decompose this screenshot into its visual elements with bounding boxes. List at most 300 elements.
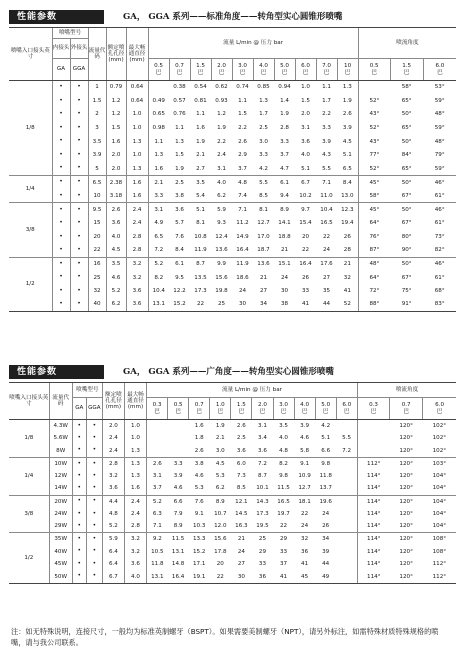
flow-value xyxy=(336,457,357,470)
flow-value: 14.1 xyxy=(278,220,291,227)
flow-value: 7.2 xyxy=(258,460,267,467)
ga-mark: • xyxy=(72,432,86,445)
header-model-group: 喷嘴型号 xyxy=(72,383,102,398)
table-row xyxy=(9,284,456,298)
flow-value: 6.1 xyxy=(280,179,289,186)
section-wide-angle xyxy=(9,365,456,584)
orifice-diameter: 2.4 xyxy=(102,445,124,458)
spray-angle: 114° xyxy=(357,545,389,558)
flow-value: 1.7 xyxy=(259,111,268,118)
passage-diameter: 1.0 xyxy=(124,432,146,445)
flow-value: 16.4 xyxy=(168,571,189,584)
flow-value: 2.1 xyxy=(148,176,169,190)
gga-mark: • xyxy=(70,121,88,135)
flow-code: 20 xyxy=(88,230,106,244)
flow-value: 10.9 xyxy=(298,473,311,480)
header-inlet: 喷嘴入口接头英寸 xyxy=(9,28,52,81)
flow-value: 4.8 xyxy=(238,179,247,186)
header-angle-pressure: 0.5 巴 xyxy=(358,59,390,81)
orifice-diameter: 2.0 xyxy=(106,148,126,162)
gga-mark: • xyxy=(70,135,88,149)
flow-code: 22 xyxy=(88,244,106,258)
spec-table-wide xyxy=(9,382,456,584)
spray-angle: 68° xyxy=(434,288,445,295)
flow-value: 2.6 xyxy=(147,457,168,470)
flow-value: 18.6 xyxy=(236,274,249,281)
table-row xyxy=(9,298,456,312)
spray-angle: 65° xyxy=(390,162,423,176)
flow-value: 16.3 xyxy=(231,520,252,533)
passage-diameter: 1.3 xyxy=(126,162,148,176)
flow-value xyxy=(147,445,168,458)
flow-value: 7.4 xyxy=(232,189,253,203)
flow-value: 15.2 xyxy=(192,548,206,555)
flow-value: 7.2 xyxy=(336,445,357,458)
flow-value: 7.3 xyxy=(236,473,246,480)
flow-value: 11.0 xyxy=(316,189,337,203)
header-angle-pressure: 1.5 巴 xyxy=(390,59,423,81)
flow-value: 7.2 xyxy=(148,244,169,258)
flow-value: 19.6 xyxy=(319,498,332,505)
spray-angle: 114° xyxy=(357,533,389,546)
spray-angle: 114° xyxy=(357,495,389,508)
flow-value xyxy=(336,520,357,533)
table-row xyxy=(9,121,456,135)
flow-value: 8.9 xyxy=(280,206,289,213)
flow-value: 49 xyxy=(315,571,336,584)
flow-value: 5.4 xyxy=(190,189,211,203)
spray-angle: 73° xyxy=(434,233,445,240)
flow-value: 17.0 xyxy=(257,233,270,240)
table-row xyxy=(9,545,456,558)
passage-diameter: 1.3 xyxy=(124,457,146,470)
flow-value: 12.4 xyxy=(215,233,228,240)
spray-angle: 120° xyxy=(399,548,413,555)
spray-angle: 112° xyxy=(357,457,389,470)
flow-value: 8.1 xyxy=(259,206,268,213)
flow-value: 5.5 xyxy=(259,179,268,186)
flow-value: 6.7 xyxy=(301,179,310,186)
flow-value: 6.5 xyxy=(337,162,358,176)
flow-value: 15.4 xyxy=(299,220,312,227)
flow-value: 1.9 xyxy=(169,162,190,176)
flow-value: 5.7 xyxy=(175,220,184,227)
spray-angle: 59° xyxy=(423,162,456,176)
flow-value xyxy=(148,81,169,95)
flow-code: 1.5 xyxy=(88,94,106,108)
flow-value: 9.4 xyxy=(274,189,295,203)
orifice-diameter: 2.8 xyxy=(102,457,124,470)
spray-angle: 82° xyxy=(423,244,456,258)
header-gga-top: 外接头 xyxy=(70,39,88,59)
flow-value: 5.2 xyxy=(147,495,168,508)
flow-value: 10.8 xyxy=(194,233,207,240)
spray-angle: 52° xyxy=(358,94,390,108)
gga-mark: • xyxy=(70,176,88,190)
flow-value: 11.5 xyxy=(273,482,294,495)
flow-value: 2.2 xyxy=(322,111,331,118)
flow-value xyxy=(336,470,357,483)
flow-value: 34 xyxy=(253,298,274,312)
header-passage: 最大畅通直径(mm) xyxy=(124,383,146,420)
orifice-diameter: 1.2 xyxy=(106,94,126,108)
flow-value: 7.1 xyxy=(147,520,168,533)
spray-angle: 120° xyxy=(390,520,423,533)
spray-angle: 46° xyxy=(434,206,445,213)
spray-angle: 120° xyxy=(399,498,413,505)
orifice-diameter: 6.4 xyxy=(102,545,124,558)
flow-value: 3.3 xyxy=(322,125,331,131)
gga-mark: • xyxy=(86,445,102,458)
spray-angle: 65° xyxy=(401,97,412,104)
passage-diameter: 1.3 xyxy=(126,135,148,149)
gga-mark: • xyxy=(70,94,88,108)
flow-value: 0.85 xyxy=(257,84,270,91)
header-flow-code: 流量代码 xyxy=(88,28,106,81)
gga-mark: • xyxy=(70,108,88,122)
spray-angle: 104° xyxy=(423,520,456,533)
spray-angle: 87° xyxy=(358,244,390,258)
header-inlet: 喷嘴入口接头英寸 xyxy=(9,383,49,420)
flow-value: 2.5 xyxy=(259,125,268,131)
flow-code: 6.5 xyxy=(88,176,106,190)
spray-angle: 52° xyxy=(358,162,390,176)
flow-code: 5 xyxy=(88,162,106,176)
flow-value: 18.1 xyxy=(298,498,311,505)
spray-angle: 104° xyxy=(432,510,447,517)
flow-value: 27 xyxy=(237,561,245,568)
flow-value: 8.9 xyxy=(215,498,225,505)
spray-angle: 103° xyxy=(432,460,447,467)
gga-mark: • xyxy=(86,508,102,521)
flow-value: 9.3 xyxy=(217,220,226,227)
flow-value: 5.9 xyxy=(217,206,226,213)
flow-value: 7.6 xyxy=(175,233,184,240)
flow-value: 4.0 xyxy=(217,179,226,186)
spray-angle: 61° xyxy=(434,220,445,227)
gga-mark: • xyxy=(70,162,88,176)
header-pressure: 6.0 巴 xyxy=(336,398,357,420)
performance-tag: 性能参数 xyxy=(9,10,104,24)
flow-code: 10 xyxy=(88,189,106,203)
header-ga-top: 内接头 xyxy=(52,39,70,59)
flow-value: 3.9 xyxy=(300,422,310,429)
header-pressure: 3.0 巴 xyxy=(273,398,294,420)
flow-value: 5.2 xyxy=(148,257,169,271)
header-ga: GA xyxy=(72,398,86,420)
flow-code: 1 xyxy=(88,81,106,95)
table-row xyxy=(9,495,456,508)
flow-value: 3.7 xyxy=(232,162,253,176)
flow-value: 3.6 xyxy=(252,445,273,458)
passage-diameter: 3.2 xyxy=(124,533,146,546)
flow-value: 0.94 xyxy=(278,84,291,91)
spray-angle: 61° xyxy=(434,274,445,281)
flow-value: 1.9 xyxy=(342,97,352,104)
header-angle-pressure: 0.3 巴 xyxy=(357,398,389,420)
flow-value: 16.5 xyxy=(320,220,333,227)
flow-value: 27 xyxy=(259,288,268,295)
flow-value: 25 xyxy=(211,298,232,312)
flow-code: 3.9 xyxy=(88,148,106,162)
spray-angle: 120° xyxy=(390,571,423,584)
flow-value: 2.0 xyxy=(301,111,310,118)
flow-value: 4.0 xyxy=(279,435,288,442)
inlet-size: 1/8 xyxy=(9,420,49,458)
header-flow-title: 流量 L/min @ 压力 bar xyxy=(148,28,358,59)
flow-value xyxy=(336,558,357,571)
header-flow-title: 流量 L/min @ 压力 bar xyxy=(147,383,358,398)
flow-value: 22 xyxy=(322,233,331,240)
flow-value: 0.54 xyxy=(194,84,207,91)
gga-mark: • xyxy=(86,571,102,584)
table-row xyxy=(9,271,456,285)
orifice-diameter: 6.2 xyxy=(106,298,126,312)
flow-value: 41 xyxy=(301,561,309,568)
spray-angle: 112° xyxy=(423,571,456,584)
orifice-diameter: 2.6 xyxy=(106,203,126,217)
flow-value: 11.9 xyxy=(190,244,211,258)
orifice-diameter: 1.2 xyxy=(106,108,126,122)
passage-diameter: 1.6 xyxy=(126,189,148,203)
passage-diameter: 3.2 xyxy=(124,545,146,558)
ga-mark: • xyxy=(72,571,86,584)
flow-value: 6.5 xyxy=(148,230,169,244)
flow-value: 1.1 xyxy=(196,111,205,118)
spray-angle: 72° xyxy=(358,284,390,298)
spray-angle: 48° xyxy=(434,111,445,118)
spray-angle: 76° xyxy=(358,230,390,244)
flow-value: 41 xyxy=(343,288,351,295)
ga-mark: • xyxy=(52,81,70,95)
flow-value: 7.9 xyxy=(173,510,183,517)
flow-value: 22 xyxy=(301,510,309,517)
flow-value: 30 xyxy=(231,571,252,584)
table-row xyxy=(9,244,456,258)
flow-value: 1.9 xyxy=(280,111,289,118)
spray-angle: 112° xyxy=(432,561,447,568)
flow-value: 29 xyxy=(279,536,288,543)
table-row xyxy=(9,571,456,584)
ga-mark: • xyxy=(52,135,70,149)
flow-value: 17.3 xyxy=(256,510,269,517)
table-row xyxy=(9,257,456,271)
flow-value: 1.3 xyxy=(342,84,352,91)
flow-value xyxy=(168,445,189,458)
orifice-diameter: 4.4 xyxy=(102,495,124,508)
flow-value: 26 xyxy=(301,274,310,281)
header-pressure: 0.5 巴 xyxy=(168,398,189,420)
flow-value: 38 xyxy=(274,298,295,312)
spray-angle: 108° xyxy=(432,536,447,543)
orifice-diameter: 5.2 xyxy=(102,520,124,533)
flow-value: 17.3 xyxy=(194,288,207,295)
header-angle-pressure: 6.0 巴 xyxy=(423,398,456,420)
spray-angle: 104° xyxy=(432,498,447,505)
passage-diameter: 2.4 xyxy=(126,203,148,217)
flow-value: 15.6 xyxy=(214,536,227,543)
flow-value: 36 xyxy=(252,571,273,584)
flow-value: 21 xyxy=(274,244,295,258)
spray-angle: 114° xyxy=(357,571,389,584)
flow-value: 1.2 xyxy=(217,111,226,118)
spray-angle: 108° xyxy=(432,548,447,555)
flow-value: 8.4 xyxy=(169,244,190,258)
header-orifice: 额定喷孔孔径(mm) xyxy=(102,383,124,420)
header-gga: GGA xyxy=(70,59,88,81)
flow-value: 2.2 xyxy=(217,138,226,145)
spray-angle: 120° xyxy=(399,460,413,467)
gga-mark: • xyxy=(86,482,102,495)
flow-value: 4.7 xyxy=(274,162,295,176)
passage-diameter: 0.64 xyxy=(126,94,148,108)
footnote: 注：如无特殊说明，连接尺寸，一般均为标准英制螺牙（BSPT）。如果需要美制螺牙（NPT），请另外标注，如需特殊材质特殊规格的喷嘴，请与我公司联系。 xyxy=(11,627,439,647)
flow-value: 5.3 xyxy=(215,473,225,480)
flow-value xyxy=(336,545,357,558)
spray-angle: 50° xyxy=(401,138,412,145)
ga-mark: • xyxy=(52,203,70,217)
flow-value: 3.3 xyxy=(259,152,268,159)
flow-value: 12.7 xyxy=(294,482,315,495)
flow-value: 24 xyxy=(322,510,330,517)
flow-code: 4.3W xyxy=(49,420,72,433)
flow-value: 3.7 xyxy=(280,152,289,159)
flow-value: 44 xyxy=(316,298,337,312)
header-pressure: 2.0 巴 xyxy=(252,398,273,420)
spray-angle: 102° xyxy=(423,445,456,458)
flow-value: 8.7 xyxy=(196,261,205,268)
flow-code: 14W xyxy=(49,482,72,495)
flow-value: 11.8 xyxy=(147,558,168,571)
flow-value: 4.5 xyxy=(215,460,225,467)
table-row xyxy=(9,189,456,203)
flow-value: 33 xyxy=(279,548,288,555)
flow-value: 10.2 xyxy=(295,189,316,203)
flow-value: 2.7 xyxy=(190,162,211,176)
ga-mark: • xyxy=(72,545,86,558)
flow-value: 9.8 xyxy=(321,460,331,467)
flow-value: 5.3 xyxy=(189,482,210,495)
table-row xyxy=(9,135,456,149)
flow-value: 1.3 xyxy=(175,138,184,145)
flow-code: 10W xyxy=(49,457,72,470)
passage-diameter: 2.4 xyxy=(126,216,148,230)
gga-mark: • xyxy=(86,420,102,433)
flow-value xyxy=(336,508,357,521)
gga-mark: • xyxy=(70,257,88,271)
flow-value: 52 xyxy=(337,298,358,312)
orifice-diameter: 1.6 xyxy=(106,135,126,149)
spray-angle: 61° xyxy=(423,189,456,203)
flow-value: 29 xyxy=(258,548,267,555)
orifice-diameter: 4.6 xyxy=(106,271,126,285)
spray-angle: 120° xyxy=(399,473,413,480)
flow-value: 19.1 xyxy=(189,571,210,584)
header-pressure: 0.7 巴 xyxy=(169,59,190,81)
spray-angle: 114° xyxy=(357,520,389,533)
gga-mark: • xyxy=(70,244,88,258)
flow-value: 6.6 xyxy=(315,445,336,458)
flow-code: 20W xyxy=(49,495,72,508)
table-row xyxy=(9,162,456,176)
flow-value: 33 xyxy=(258,561,267,568)
flow-value: 16.5 xyxy=(277,498,290,505)
flow-value: 3.1 xyxy=(301,125,310,131)
flow-value: 0.62 xyxy=(215,84,228,91)
flow-value: 24 xyxy=(316,244,337,258)
flow-value: 3.3 xyxy=(173,460,183,467)
orifice-diameter: 1.5 xyxy=(106,121,126,135)
header-pressure: 1.5 巴 xyxy=(190,59,211,81)
spray-angle: 120° xyxy=(390,482,423,495)
inlet-size: 3/8 xyxy=(9,495,49,533)
flow-value: 17.8 xyxy=(214,548,227,555)
flow-value: 4.6 xyxy=(168,482,189,495)
flow-value: 22 xyxy=(295,244,316,258)
flow-value: 13.1 xyxy=(147,571,168,584)
spray-angle: 58° xyxy=(358,189,390,203)
flow-value: 8.9 xyxy=(168,520,189,533)
flow-value xyxy=(147,432,168,445)
flow-value: 9.1 xyxy=(194,510,204,517)
table-row xyxy=(9,470,456,483)
flow-value: 9.7 xyxy=(301,206,310,213)
header-pressure: 0.7 巴 xyxy=(189,398,210,420)
spray-angle: 64° xyxy=(358,271,390,285)
flow-value: 32 xyxy=(343,274,351,281)
flow-value xyxy=(168,420,189,433)
flow-value: 34 xyxy=(322,536,330,543)
flow-value: 6.0 xyxy=(236,460,246,467)
flow-value: 5.5 xyxy=(316,162,337,176)
orifice-diameter: 6.7 xyxy=(102,571,124,584)
flow-value: 2.2 xyxy=(238,125,247,131)
spray-angle: 43° xyxy=(358,135,390,149)
flow-value: 5.1 xyxy=(196,206,205,213)
flow-code: 40W xyxy=(49,545,72,558)
spray-angle: 50° xyxy=(401,261,412,268)
orifice-diameter: 0.79 xyxy=(106,81,126,95)
passage-diameter: 1.0 xyxy=(126,121,148,135)
flow-value: 9.5 xyxy=(175,274,184,281)
header-pressure: 10 巴 xyxy=(337,59,358,81)
flow-value: 4.8 xyxy=(273,445,294,458)
passage-diameter: 3.2 xyxy=(126,271,148,285)
flow-value: 13.1 xyxy=(171,548,185,555)
flow-value: 2.6 xyxy=(238,138,247,145)
flow-value: 0.76 xyxy=(173,111,186,118)
flow-value xyxy=(168,432,189,445)
header-pressure: 3.0 巴 xyxy=(232,59,253,81)
flow-value: 1.1 xyxy=(322,84,331,91)
flow-value: 1.8 xyxy=(194,435,204,442)
flow-value: 4.2 xyxy=(253,162,274,176)
flow-value: 12.7 xyxy=(257,220,270,227)
spray-angle: 120° xyxy=(399,435,413,442)
flow-value: 8.5 xyxy=(253,189,274,203)
flow-value: 3.5 xyxy=(279,422,288,429)
section-header xyxy=(9,10,456,24)
spray-angle: 67° xyxy=(390,189,423,203)
flow-value: 2.4 xyxy=(217,152,226,159)
flow-value: 20 xyxy=(301,233,310,240)
spec-table-standard xyxy=(9,27,456,312)
flow-value: 24 xyxy=(294,520,315,533)
table-row xyxy=(9,533,456,546)
flow-value: 12.1 xyxy=(235,498,248,505)
flow-value: 0.65 xyxy=(148,108,169,122)
flow-value: 33 xyxy=(301,288,310,295)
